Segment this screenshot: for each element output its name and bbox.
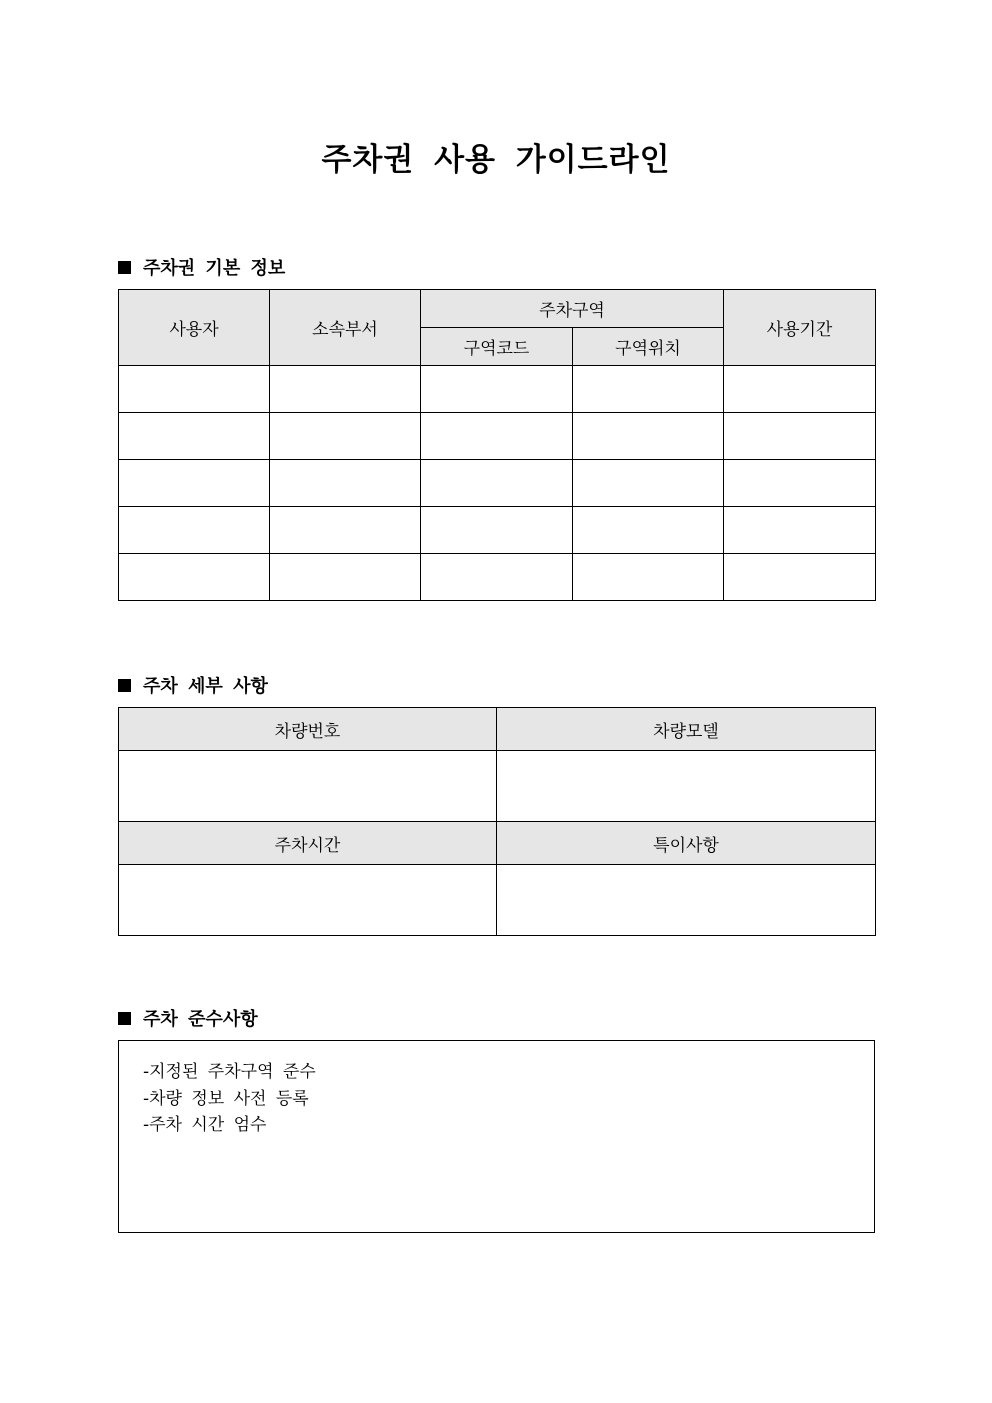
cell-zone-code[interactable] <box>421 460 573 507</box>
black-square-bullet-icon <box>118 679 131 692</box>
cell-department[interactable] <box>270 554 421 601</box>
cell-department[interactable] <box>270 366 421 413</box>
vehicle-number-field[interactable] <box>119 751 497 822</box>
list-item: -차량 정보 사전 등록 <box>143 1088 309 1109</box>
list-item: -지정된 주차구역 준수 <box>143 1062 316 1082</box>
section-heading-basic-info <box>118 254 285 280</box>
section-heading-text: 주차 세부 사항 <box>143 676 268 697</box>
cell-zone-location[interactable] <box>573 366 724 413</box>
details-table <box>118 707 876 936</box>
table-row <box>119 460 876 507</box>
cell-department[interactable] <box>270 507 421 554</box>
header-zone: 주차구역 <box>421 290 724 328</box>
parking-time-field[interactable] <box>119 865 497 936</box>
cell-zone-location[interactable] <box>573 413 724 460</box>
vehicle-model-field[interactable] <box>497 751 876 822</box>
cell-user[interactable] <box>119 507 270 554</box>
cell-period[interactable] <box>724 460 876 507</box>
list-item: -주차 시간 엄수 <box>143 1115 267 1135</box>
remarks-field[interactable] <box>497 865 876 936</box>
header-department: 소속부서 <box>270 290 421 366</box>
label-vehicle-model: 차량모델 <box>497 708 876 751</box>
header-period: 사용기간 <box>724 290 876 366</box>
cell-user[interactable] <box>119 460 270 507</box>
black-square-bullet-icon <box>118 1012 131 1025</box>
cell-zone-code[interactable] <box>421 554 573 601</box>
rules-box <box>118 1040 875 1233</box>
table-row <box>119 413 876 460</box>
cell-period[interactable] <box>724 507 876 554</box>
table-row <box>119 366 876 413</box>
cell-period[interactable] <box>724 554 876 601</box>
label-remarks: 특이사항 <box>497 822 876 865</box>
cell-zone-code[interactable] <box>421 507 573 554</box>
cell-zone-code[interactable] <box>421 366 573 413</box>
section-heading-details <box>118 672 268 698</box>
header-zone-location: 구역위치 <box>573 328 724 366</box>
cell-period[interactable] <box>724 366 876 413</box>
section-heading-text: 주차권 기본 정보 <box>143 258 286 279</box>
cell-zone-code[interactable] <box>421 413 573 460</box>
cell-user[interactable] <box>119 554 270 601</box>
cell-period[interactable] <box>724 413 876 460</box>
label-vehicle-number: 차량번호 <box>119 708 497 751</box>
cell-user[interactable] <box>119 366 270 413</box>
table-row <box>119 507 876 554</box>
header-zone-code: 구역코드 <box>421 328 573 366</box>
cell-department[interactable] <box>270 460 421 507</box>
black-square-bullet-icon <box>118 261 131 274</box>
rules-list <box>119 1041 874 1139</box>
basic-info-table <box>118 289 876 601</box>
cell-zone-location[interactable] <box>573 460 724 507</box>
cell-zone-location[interactable] <box>573 507 724 554</box>
cell-department[interactable] <box>270 413 421 460</box>
section-heading-text: 주차 준수사항 <box>143 1009 258 1030</box>
table-row <box>119 554 876 601</box>
label-parking-time: 주차시간 <box>119 822 497 865</box>
cell-user[interactable] <box>119 413 270 460</box>
page-title: 주차권 사용 가이드라인 <box>321 142 671 178</box>
section-heading-rules <box>118 1005 258 1031</box>
cell-zone-location[interactable] <box>573 554 724 601</box>
header-user: 사용자 <box>119 290 270 366</box>
